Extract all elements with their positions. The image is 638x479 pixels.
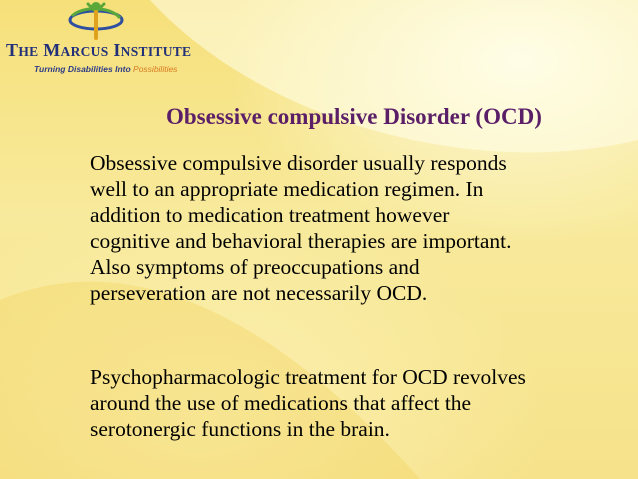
paragraph-psychopharmacologic-treatment xyxy=(90,364,630,442)
institute-logo xyxy=(0,0,230,82)
text-line: well to an appropriate medication regimen. In xyxy=(90,177,484,201)
marcus-institute-logo-icon xyxy=(58,0,130,42)
text-line: around the use of medications that affect the xyxy=(90,391,472,415)
text-line: perseveration are not necessarily OCD. xyxy=(90,281,428,305)
text-line: Obsessive compulsive disorder usually responds xyxy=(90,151,507,175)
text-line: Psychopharmacologic treatment for OCD revolves xyxy=(90,365,526,389)
slide-title: Obsessive compulsive Disorder (OCD) xyxy=(166,104,542,129)
text-line: addition to medication treatment however xyxy=(90,203,450,227)
institute-tagline: Turning Disabilities Into Possibilities xyxy=(34,64,178,74)
text-line: Also symptoms of preoccupations and xyxy=(90,255,420,279)
institute-name: THE MARCUS INSTITUTE xyxy=(6,40,192,60)
paragraph-ocd-overview xyxy=(90,150,620,306)
text-line: cognitive and behavioral therapies are important. xyxy=(90,229,512,253)
text-line: serotonergic functions in the brain. xyxy=(90,417,390,441)
